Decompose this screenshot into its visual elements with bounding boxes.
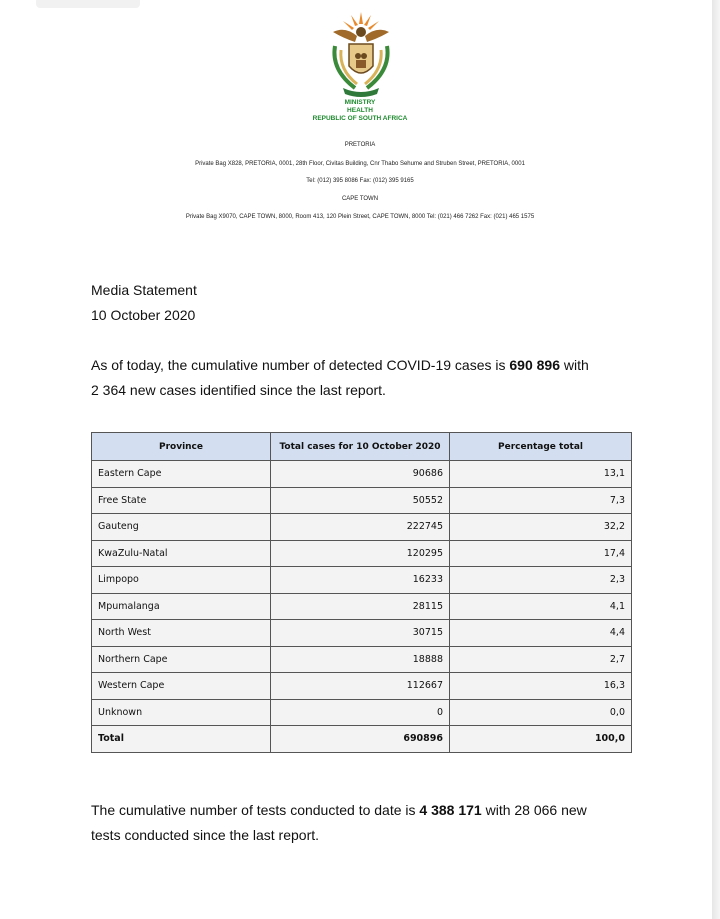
table-row (92, 620, 632, 647)
statement-date: 10 October 2020 (91, 307, 196, 323)
province-cell: Mpumalanga (92, 593, 271, 620)
cases-cell: 120295 (271, 540, 450, 567)
header-province: Province (92, 433, 271, 461)
statement-title: Media Statement (91, 282, 197, 298)
cases-cell: 690896 (271, 726, 450, 753)
percentage-cell: 4,4 (450, 620, 632, 647)
intro-paragraph (91, 353, 631, 403)
percentage-cell: 17,4 (450, 540, 632, 567)
ministry-line-2: HEALTH (347, 107, 373, 114)
percentage-cell: 7,3 (450, 487, 632, 514)
cases-cell: 18888 (271, 646, 450, 673)
percentage-cell: 0,0 (450, 699, 632, 726)
percentage-cell: 13,1 (450, 461, 632, 488)
province-cell: Total (92, 726, 271, 753)
percentage-cell: 2,3 (450, 567, 632, 594)
ministry-line-3: REPUBLIC OF SOUTH AFRICA (312, 115, 408, 122)
table-header-row (92, 433, 632, 461)
coat-of-arms-icon (325, 10, 397, 98)
tests-paragraph (91, 798, 631, 848)
capetown-address: Private Bag X9070, CAPE TOWN, 8000, Room 413, 120 Plein Street, CAPE TOWN, 8000 Tel: (021) 466 7262 Fax: (021) 465 1575 (185, 214, 535, 220)
province-cell: Limpopo (92, 567, 271, 594)
table-row (92, 646, 632, 673)
province-cell: North West (92, 620, 271, 647)
ministry-line-1: MINISTRY (344, 99, 376, 106)
percentage-cell: 100,0 (450, 726, 632, 753)
table-row (92, 673, 632, 700)
percentage-cell: 4,1 (450, 593, 632, 620)
province-cell: Western Cape (92, 673, 271, 700)
table-total-row (92, 726, 632, 753)
province-cell: Unknown (92, 699, 271, 726)
table-row (92, 514, 632, 541)
table-row (92, 461, 632, 488)
previous-page-edge (36, 0, 140, 8)
tests-line-2: tests conducted since the last report. (91, 827, 320, 843)
pretoria-contact: Tel: (012) 395 8086 Fax: (012) 395 9165 (306, 178, 414, 184)
tests-line-1: The cumulative number of tests conducted to date is 4 388 171 with 28 066 new (91, 802, 587, 818)
cases-table (91, 432, 632, 753)
percentage-cell: 2,7 (450, 646, 632, 673)
cases-cell: 50552 (271, 487, 450, 514)
cases-cell: 16233 (271, 567, 450, 594)
pretoria-heading: PRETORIA (344, 142, 376, 148)
province-cell: Free State (92, 487, 271, 514)
table-row (92, 699, 632, 726)
intro-line-1: As of today, the cumulative number of detected COVID-19 cases is 690 896 with (91, 357, 589, 373)
page-edge (712, 0, 720, 919)
table-row (92, 487, 632, 514)
capetown-heading: CAPE TOWN (341, 196, 379, 202)
percentage-cell: 16,3 (450, 673, 632, 700)
pretoria-address: Private Bag X828, PRETORIA, 0001, 28th Floor, Civitas Building, Cnr Thabo Sehume and Struben Street, PRETORIA, 0001 (195, 161, 525, 167)
province-cell: Northern Cape (92, 646, 271, 673)
cases-cell: 90686 (271, 461, 450, 488)
table-row (92, 567, 632, 594)
table-row (92, 593, 632, 620)
table-row (92, 540, 632, 567)
cases-cell: 112667 (271, 673, 450, 700)
cases-cell: 30715 (271, 620, 450, 647)
cases-cell: 0 (271, 699, 450, 726)
province-cell: Gauteng (92, 514, 271, 541)
intro-line-2: 2 364 new cases identified since the last report. (91, 382, 386, 398)
header-total-cases: Total cases for 10 October 2020 (271, 433, 450, 461)
province-cell: Eastern Cape (92, 461, 271, 488)
cases-cell: 222745 (271, 514, 450, 541)
province-cell: KwaZulu-Natal (92, 540, 271, 567)
header-percentage: Percentage total (450, 433, 632, 461)
percentage-cell: 32,2 (450, 514, 632, 541)
cases-cell: 28115 (271, 593, 450, 620)
